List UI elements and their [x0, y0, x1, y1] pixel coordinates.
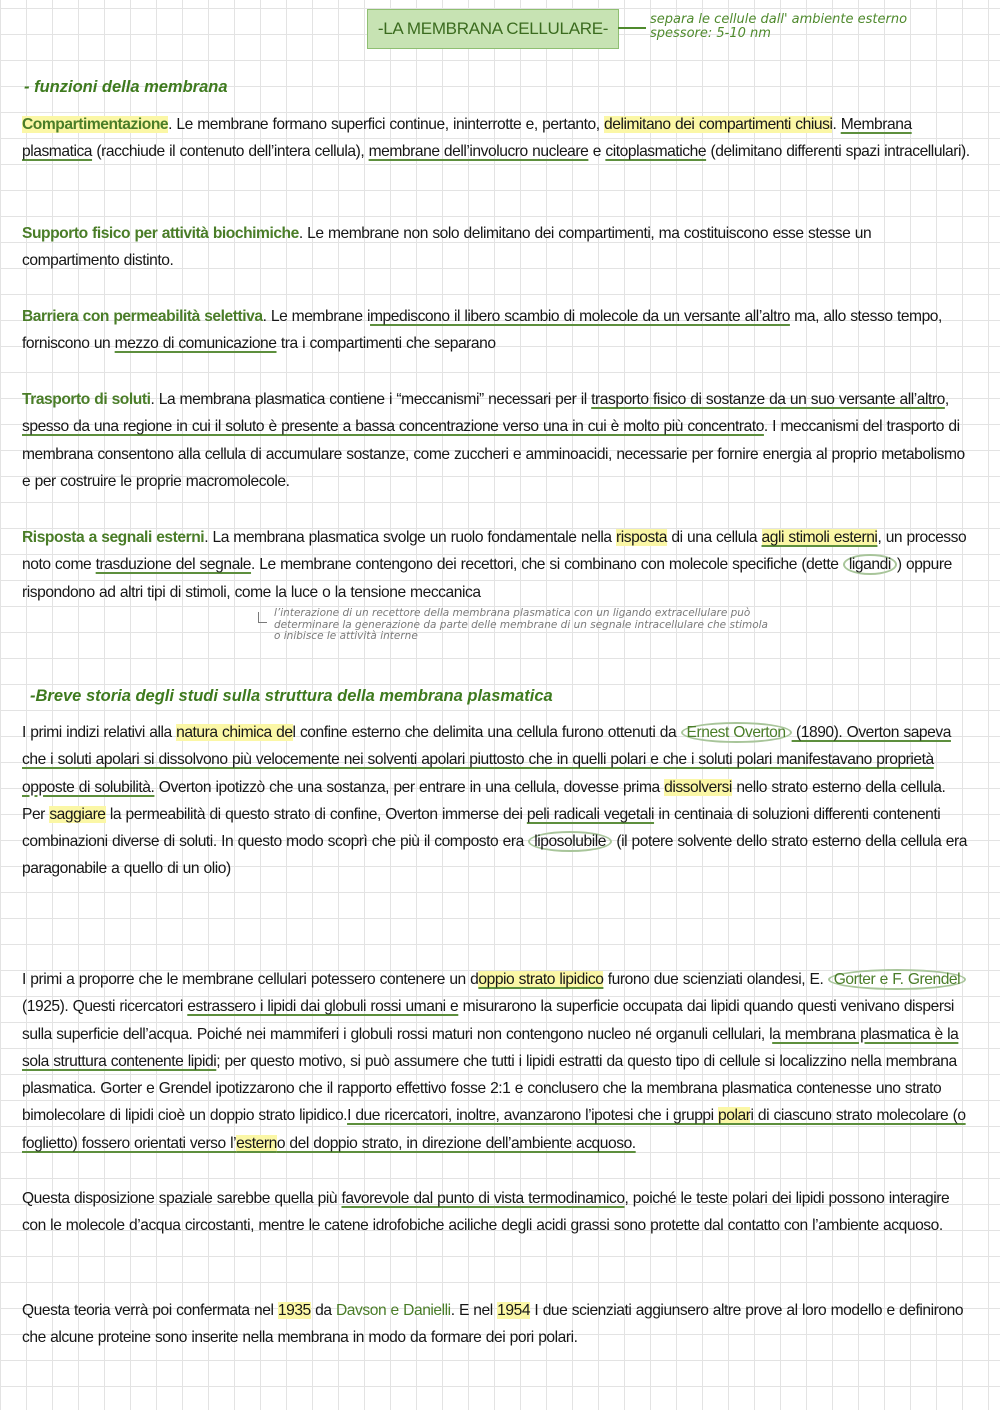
text-run: . La membrana plasmatica contiene i “meccanismi” necessari per il	[150, 391, 592, 408]
highlight-run: natura chimica de	[176, 724, 293, 741]
text-run: ma, allo stesso tempo, forniscono un	[22, 308, 942, 353]
highlight-run: dissolversi	[664, 778, 732, 796]
text-run: ,	[944, 391, 949, 408]
highlight-run: saggiare	[49, 805, 106, 823]
text-run: (delimitano differenti spazi intracellulari).	[706, 143, 970, 161]
scientist-names: Davson e Danielli	[336, 1302, 451, 1319]
text-run: (1925). Questi ricercatori	[22, 998, 188, 1016]
underline-run: citoplasmatiche	[605, 143, 707, 161]
text-run: Questa teoria verrà poi confermata nel	[22, 1302, 278, 1319]
text-run: ) oppure rispondono ad altri tipi di stimoli, come la luce o la tensione meccanica	[22, 556, 952, 601]
highlight-run: oppio strato lipidico	[478, 971, 604, 988]
highlight-year: 1935	[277, 1302, 311, 1319]
underline-run: membrane dell’involucro nucleare	[368, 143, 589, 161]
highlight-year: 1954	[497, 1302, 531, 1319]
text-run: . E nel	[450, 1302, 498, 1319]
text-run: . I meccanismi del trasporto di membrana consentono alla cellula di accumulare sostanze, come zuccheri e amminoacidi, necessarie per fornire energia al proprio metabolismo e per costruire le proprie macromolecole.	[22, 418, 965, 490]
function-paragraph	[22, 386, 972, 495]
text-run: . Le membrane i	[262, 308, 371, 325]
text-run: . La membrana plasmatica svolge un ruolo fondamentale nella	[204, 529, 616, 546]
text-run: (il potere solvente dello strato esterno della cellula era paragonabile a quello di un olio)	[22, 833, 967, 878]
underline-run: mpediscono il libero scambio di molecole da un versante all’altro	[370, 308, 790, 325]
underline-run: peli radicali vegetali	[526, 805, 655, 823]
title-connector-line	[618, 27, 646, 29]
underline-run: trasporto fisico di sostanze da un suo versante all’altro	[591, 391, 945, 408]
text-run: . Le membrane contengono dei recettori, che si combinano con molecole specifiche (dette	[251, 556, 843, 574]
section-heading-functions: - funzioni della membrana	[24, 78, 228, 96]
section-heading-history: -Breve storia degli studi sulla struttura della membrana plasmatica	[30, 687, 553, 705]
underline-run: Membrana plasmatica	[22, 116, 912, 161]
text-run: l confine esterno che delimita una cellula furono ottenuti da	[292, 724, 681, 741]
note-bracket	[258, 612, 267, 623]
page-title: -LA MEMBRANA CELLULARE-	[367, 9, 619, 49]
circled-run: liposolubile	[528, 831, 612, 852]
function-keyword: Supporto fisico per attività biochimiche	[22, 225, 299, 242]
text-run: (racchiude il contenuto dell’intera cellula),	[92, 143, 369, 161]
highlight-run: risposta	[615, 529, 667, 546]
underline-run: a membrana plasmatica è la sola struttura contenente lipidi	[22, 1025, 959, 1070]
underline-run: trasduzione del segnale	[95, 556, 252, 574]
underline-run: (1890). Overton sapeva che i soluti apolari si dissolvono più velocemente nei solventi apolari piuttosto che in quelli polari e che i soluti polari manifestavano proprietà opposte di solubilità.	[22, 724, 951, 796]
text-run: Questa disposizione spaziale sarebbe quella più	[22, 1190, 342, 1207]
text-run: tra i compartimenti che separano	[276, 335, 496, 353]
text-run: , poiché le teste polari dei lipidi possono interagire con le molecole d’acqua circostanti, mentre le catene idrofobiche aciliche degli acidi grassi sono protette dal contatto con l’ambiente acquoso.	[22, 1190, 950, 1235]
text-run: nello strato esterno della cellula. Per	[22, 778, 946, 823]
history-paragraph	[22, 719, 972, 883]
highlight-run: delimitano dei compartimenti chiusi	[604, 116, 833, 133]
text-run: . Le membrane non solo delimitano dei compartimenti, ma costituiscono esse stesse un compartimento distinto.	[22, 225, 872, 270]
circled-name: Ernest Overton	[681, 722, 792, 743]
function-keyword: Compartimentazione	[22, 116, 169, 133]
handwritten-ligand-note: l’interazione di un recettore della membrana plasmatica con un ligando extracellulare può determinare la generazione da parte delle membrane di un segnale intracellulare che stimola o inibisce le attività interne	[274, 607, 768, 642]
text-run: di una cellula	[667, 529, 762, 546]
function-paragraph	[22, 220, 972, 275]
highlight-run: polar	[718, 1107, 751, 1125]
text-run: , un processo noto come	[22, 529, 967, 574]
history-paragraph	[22, 1185, 972, 1240]
underline-run: estrassero i lipidi dai globuli rossi umani e	[187, 998, 459, 1016]
underline-run: favorevole dal punto di vista termodinamico	[341, 1190, 625, 1207]
function-keyword: Trasporto di soluti	[22, 391, 151, 408]
text-run: ; per questo motivo, si può assumere che tutti i lipidi estratti da questo tipo di cellule si localizzino nella membrana plasmatica. Gorter e Grendel ipotizzarono che il rapporto effettivo fosse 2:1 e conclusero che la membrana plasmatica contenesse uno strato bimolecolare di lipidi cioè un doppio strato lipidico.	[22, 1052, 957, 1125]
circled-run: ligandi	[843, 554, 897, 575]
text-run: I primi a proporre che le membrane cellulari potessero contenere un d	[22, 971, 479, 988]
text-run: in centinaia di soluzioni differenti contenenti combinazioni diverse di soluti. In questo modo scoprì che più il composto era	[22, 805, 941, 851]
text-run: Overton ipotizzò che una sostanza, per entrare in una cellula, dovesse prima	[154, 778, 665, 796]
underline-run: spesso da una regione in cui il soluto è presente a bassa concentrazione verso una in cui è molto più concentrato	[22, 418, 764, 436]
history-paragraph	[22, 1297, 972, 1352]
function-paragraph	[22, 303, 972, 358]
highlight-run: agli stimoli esterni	[761, 529, 878, 546]
underline-run: mezzo di comunicazione	[114, 335, 277, 353]
function-paragraph	[22, 111, 972, 166]
text-run: da	[310, 1302, 336, 1319]
underline-run: I due ricercatori, inoltre, avanzarono l’ipotesi che i gruppi	[347, 1107, 719, 1125]
text-run: .	[832, 116, 841, 133]
text-run: I primi indizi relativi alla	[22, 724, 177, 741]
circled-name: Gorter e F. Grendel	[828, 969, 966, 990]
function-keyword: Barriera con permeabilità selettiva	[22, 308, 263, 325]
history-paragraph	[22, 966, 972, 1157]
text-run: furono due scienziati olandesi, E.	[603, 971, 828, 988]
side-note-line: separa le cellule dall' ambiente esterno	[650, 12, 908, 27]
handwritten-side-note	[650, 13, 980, 41]
underline-run: i di ciascuno strato molecolare (o foglietto) fossero orientati verso l’	[22, 1107, 966, 1152]
underline-run: o del doppio strato, in direzione dell’ambiente acquoso.	[276, 1134, 636, 1152]
function-paragraph	[22, 524, 972, 606]
text-run: . Le membrane formano superfici continue, ininterrotte e, pertanto,	[168, 116, 605, 133]
text-run: misurarono la superficie occupata dai lipidi quando questi venivano dispersi sulla superficie dell’acqua. Poiché nei mammiferi i globuli rossi maturi non contengono nucleo né organuli cellulari, l	[22, 998, 954, 1043]
highlight-run: estern	[236, 1134, 277, 1152]
text-run: la permeabilità di questo strato di confine, Overton immerse dei	[105, 805, 527, 823]
text-run: e	[588, 143, 606, 161]
side-note-line: spessore: 5-10 nm	[650, 26, 771, 41]
function-keyword: Risposta a segnali esterni	[22, 529, 205, 546]
text-run: I due scienziati aggiunsero altre prove al loro modello e definirono che alcune proteine sono inserite nella membrana in modo da formare dei pori polari.	[22, 1302, 964, 1347]
